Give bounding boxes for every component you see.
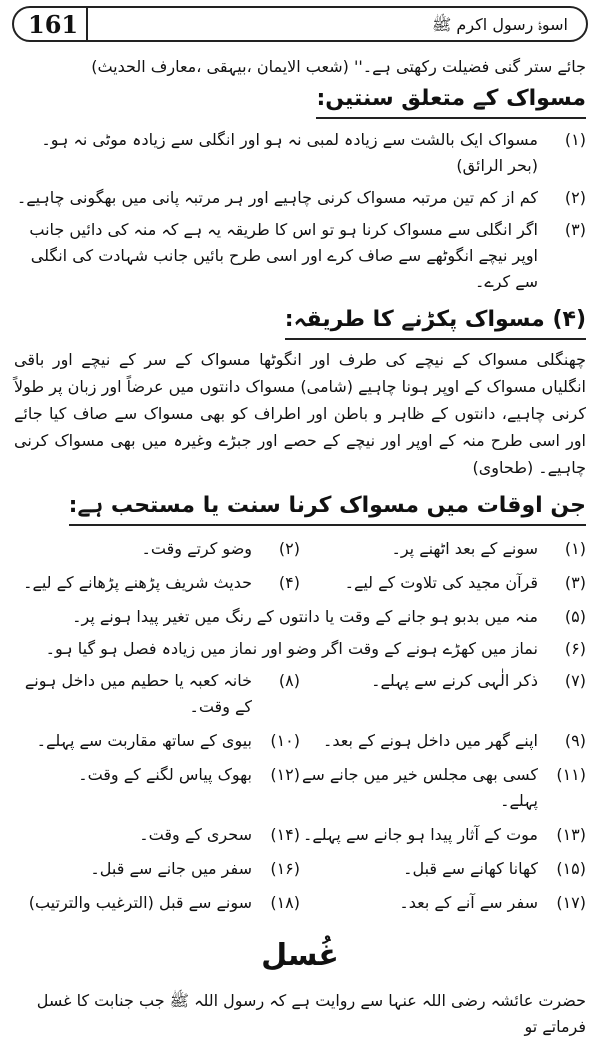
times-cell [14,762,300,814]
section-heading: جن اوقات میں مسواک کرنا سنت یا مستحب ہے: [69,489,586,526]
item-text: خانہ کعبہ یا حطیم میں داخل ہونے کے وقت۔ [24,671,252,716]
item-number: (۱۱) [556,765,586,784]
book-title: اسوۂ رسول اکرم ﷺ [432,15,568,34]
item-number: (۱۶) [270,859,300,878]
page-number: 161 [28,10,79,39]
item-number: (۱۵) [556,859,586,878]
item-text: قرآن مجید کی تلاوت کے لیے۔ [344,573,538,592]
times-cell [14,856,300,882]
item-number: (۹) [564,731,586,750]
item-number: (۶) [564,639,586,658]
item-number: (۴) [278,573,300,592]
item-text: نماز میں کھڑے ہونے کے وقت اگر وضو اور نماز میں زیادہ فصل ہو گیا ہو۔ [45,639,538,658]
times-list [14,536,586,916]
item-text: حدیث شریف پڑھنے پڑھانے کے لیے۔ [23,573,252,592]
item-text: سفر سے آنے کے بعد۔ [399,893,538,912]
item-text: اپنے گھر میں داخل ہونے کے بعد۔ [323,731,538,750]
item-number: (۳) [564,573,586,592]
item-text: بھوک پیاس لگنے کے وقت۔ [78,765,252,784]
item-text: موت کے آثار پیدا ہو جانے سے پہلے۔ [302,825,538,844]
page-content [14,54,586,1040]
list-item [14,217,586,295]
times-cell [14,728,300,754]
item-number: (۱۴) [270,825,300,844]
item-text: کھانا کھانے سے قبل۔ [403,859,538,878]
section-heading: مسواک کے متعلق سنتیں: [316,82,586,119]
section-holding-miswak [14,301,586,481]
item-text: مسواک ایک بالشت سے زیادہ لمبی نہ ہو اور انگلی سے زیادہ موٹی نہ ہو۔ (بحر الرائق) [41,130,538,175]
list-item [14,127,586,179]
times-row [14,636,586,662]
item-number: (۱) [564,130,586,149]
page-header [12,6,588,42]
times-row [14,536,586,562]
top-line: جائے ستر گنی فضیلت رکھتی ہے۔'' (شعب الایمان ،بیہقی ،معارف الحدیث) [91,57,586,76]
times-row [14,728,586,754]
item-number: (۸) [278,671,300,690]
item-number: (۱۳) [556,825,586,844]
item-number: (۱۷) [556,893,586,912]
item-text: سحری کے وقت۔ [139,825,252,844]
times-row [14,668,586,720]
times-row [14,604,586,630]
times-cell [300,856,586,882]
times-cell [300,570,586,596]
ghusl-first-line: حضرت عائشہ رضی اللہ عنہا سے روایت ہے کہ رسول اللہ ﷺ جب جنابت کا غسل فرماتے تو [36,991,586,1036]
times-cell [300,762,586,814]
times-cell [14,890,300,916]
item-number: (۲) [278,539,300,558]
item-number: (۲) [564,188,586,207]
list-item [14,185,586,211]
times-cell [14,822,300,848]
section-miswak-sunnahs [14,80,586,295]
times-cell [300,822,586,848]
item-text: اگر انگلی سے مسواک کرنا ہو تو اس کا طریقہ یہ ہے کہ منہ کی دائیں جانب اوپر نیچے انگوٹھے سے صاف کرے اور اسی طرح بائیں جانب شہادت کی انگلی سے کرے۔ [29,220,538,291]
item-number: (۵) [564,607,586,626]
item-text: کسی بھی مجلس خیر میں جانے سے پہلے۔ [302,765,538,810]
times-cell [300,668,586,720]
item-text: ذکر الٰہی کرنے سے پہلے۔ [371,671,538,690]
item-number: (۱۸) [270,893,300,912]
section-paragraph: چھنگلی مسواک کے نیچے کی طرف اور انگوٹھا مسواک کے سر کے نیچے اور باقی انگلیاں مسواک کے اوپر ہونا چاہیے (شامی) مسواک دانتوں میں عرضاً اور زبان پر طولاً کرنی چاہیے، دانتوں کے ظاہر و باطن اور اطراف کو بھی مسواک سے صاف کیا جائے اور اسی طرح منہ کے اوپر اور نیچے کے حصے اور جبڑے وغیرہ میں بھی مسواک کرنی چاہیے۔ (طحاوی) [14,350,586,477]
times-cell [300,890,586,916]
section-ghusl [14,932,586,1040]
times-cell [300,536,586,562]
times-cell [14,570,300,596]
times-cell [300,728,586,754]
item-number: (۱۰) [270,731,300,750]
item-number: (۷) [564,671,586,690]
times-cell [14,668,300,720]
item-text: کم از کم تین مرتبہ مسواک کرنی چاہیے اور ہر مرتبہ پانی میں بھگونی چاہیے۔ [16,188,538,207]
item-number: (۳) [564,220,586,239]
times-row [14,762,586,814]
section-heading: (۴) مسواک پکڑنے کا طریقہ: [285,303,586,340]
times-cell [14,536,300,562]
times-row [14,890,586,916]
times-row [14,856,586,882]
item-number: (۱) [564,539,586,558]
times-row [14,822,586,848]
item-text: بیوی کے ساتھ مقاربت سے پہلے۔ [36,731,252,750]
times-row [14,570,586,596]
item-text: سونے کے بعد اٹھنے پر۔ [391,539,538,558]
ghusl-heading: غُسل [261,938,339,973]
item-text: وضو کرتے وقت۔ [141,539,252,558]
item-number: (۱۲) [270,765,300,784]
section-miswak-times [14,487,586,916]
item-text: سفر میں جانے سے قبل۔ [90,859,252,878]
item-text: منہ میں بدبو ہو جانے کے وقت یا دانتوں کے رنگ میں تغیر پیدا ہونے پر۔ [72,607,538,626]
item-text: سونے سے قبل (الترغیب والترتیب) [28,893,252,912]
